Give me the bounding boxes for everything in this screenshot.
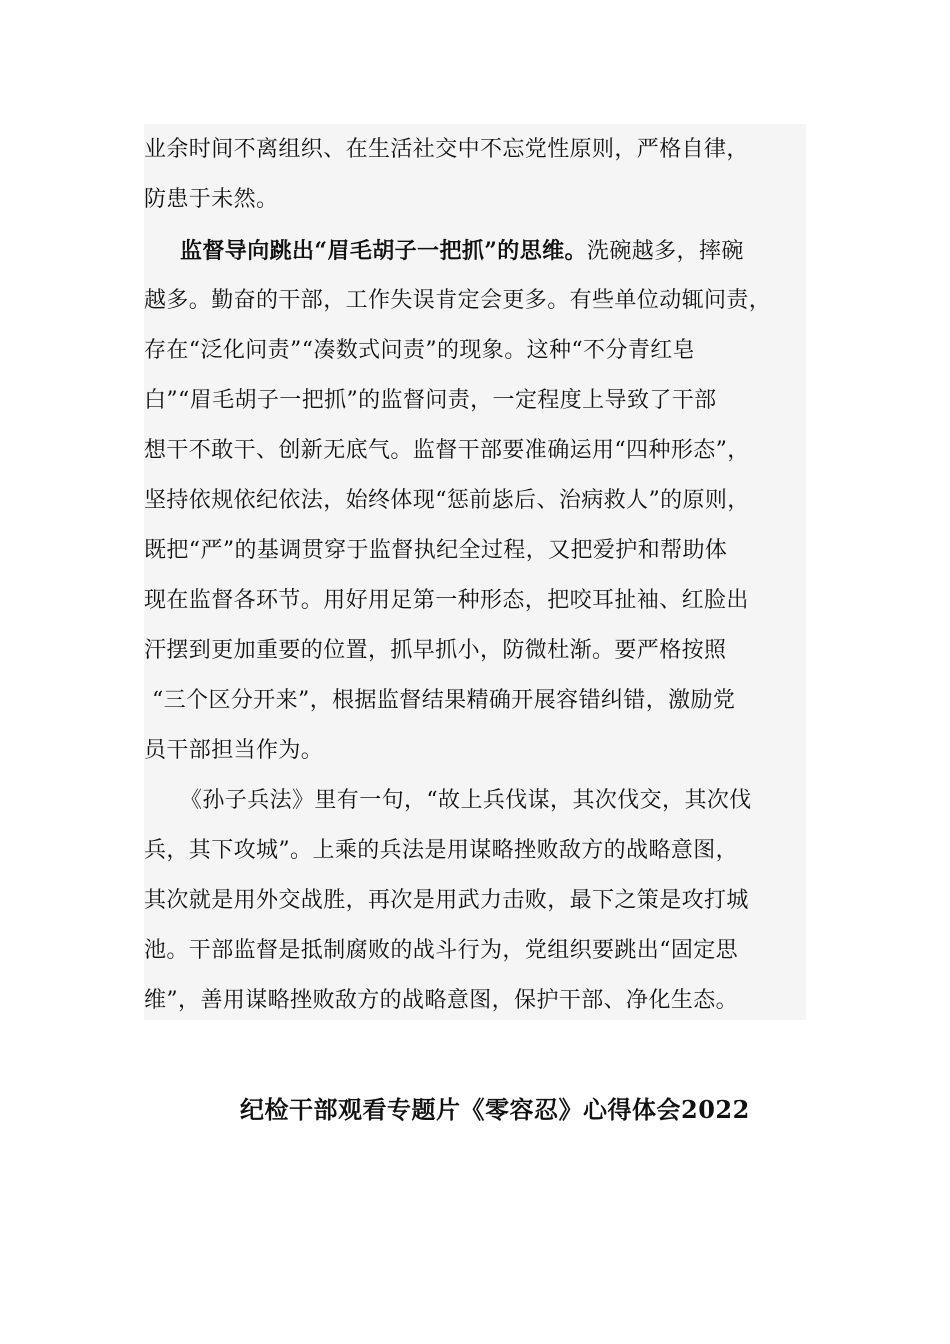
body-line: 白”“眉毛胡子一把抓”的监督问责，一定程度上导致了干部: [144, 388, 717, 413]
body-line: 兵，其下攻城”。上乘的兵法是用谋略挫败敌方的战略意图，: [144, 838, 739, 863]
body-line: 《孙子兵法》里有一句，“故上兵伐谋，其次伐交，其次伐: [180, 788, 752, 813]
body-line: 其次就是用外交战胜，再次是用武力击败，最下之策是攻打城: [144, 888, 749, 913]
body-line: 池。干部监督是抵制腐败的战斗行为，党组织要跳出“固定思: [144, 938, 739, 963]
body-line: 业余时间不离组织、在生活社交中不忘党性原则，严格自律，: [144, 137, 749, 162]
document-title: 纪检干部观看专题片《零容忍》心得体会2022: [240, 1095, 750, 1124]
body-line: 汗摆到更加重要的位置，抓早抓小，防微杜渐。要严格按照: [144, 638, 727, 663]
body-line: “三个区分开来”，根据监督结果精确开展容错纠错，激励党: [152, 688, 736, 713]
body-line: 存在“泛化问责”“凑数式问责”的现象。这种“不分青红皂: [144, 338, 696, 363]
paragraph-heading: 监督导向跳出“眉毛胡子一把抓”的思维。: [180, 238, 587, 264]
body-line: 想干不敢干、创新无底气。监督干部要准确运用“四种形态”，: [144, 438, 750, 463]
body-line: 越多。勤奋的干部，工作失误肯定会更多。有些单位动辄问责，: [144, 288, 772, 313]
body-line: 员干部担当作为。: [144, 738, 324, 763]
body-line: 现在监督各环节。用好用足第一种形态，把咬耳扯袖、红脸出: [144, 588, 749, 613]
body-line: 既把“严”的基调贯穿于监督执纪全过程，又把爱护和帮助体: [144, 538, 728, 563]
body-line: 维”，善用谋略挫败敌方的战略意图，保护干部、净化生态。: [144, 988, 739, 1013]
body-line: 坚持依规依纪依法，始终体现“惩前毖后、治病救人”的原则，: [144, 488, 750, 513]
document-body: [144, 124, 806, 1020]
body-line: 监督导向跳出“眉毛胡子一把抓”的思维。洗碗越多，摔碗: [180, 238, 744, 264]
body-line: 防患于未然。: [144, 187, 279, 212]
